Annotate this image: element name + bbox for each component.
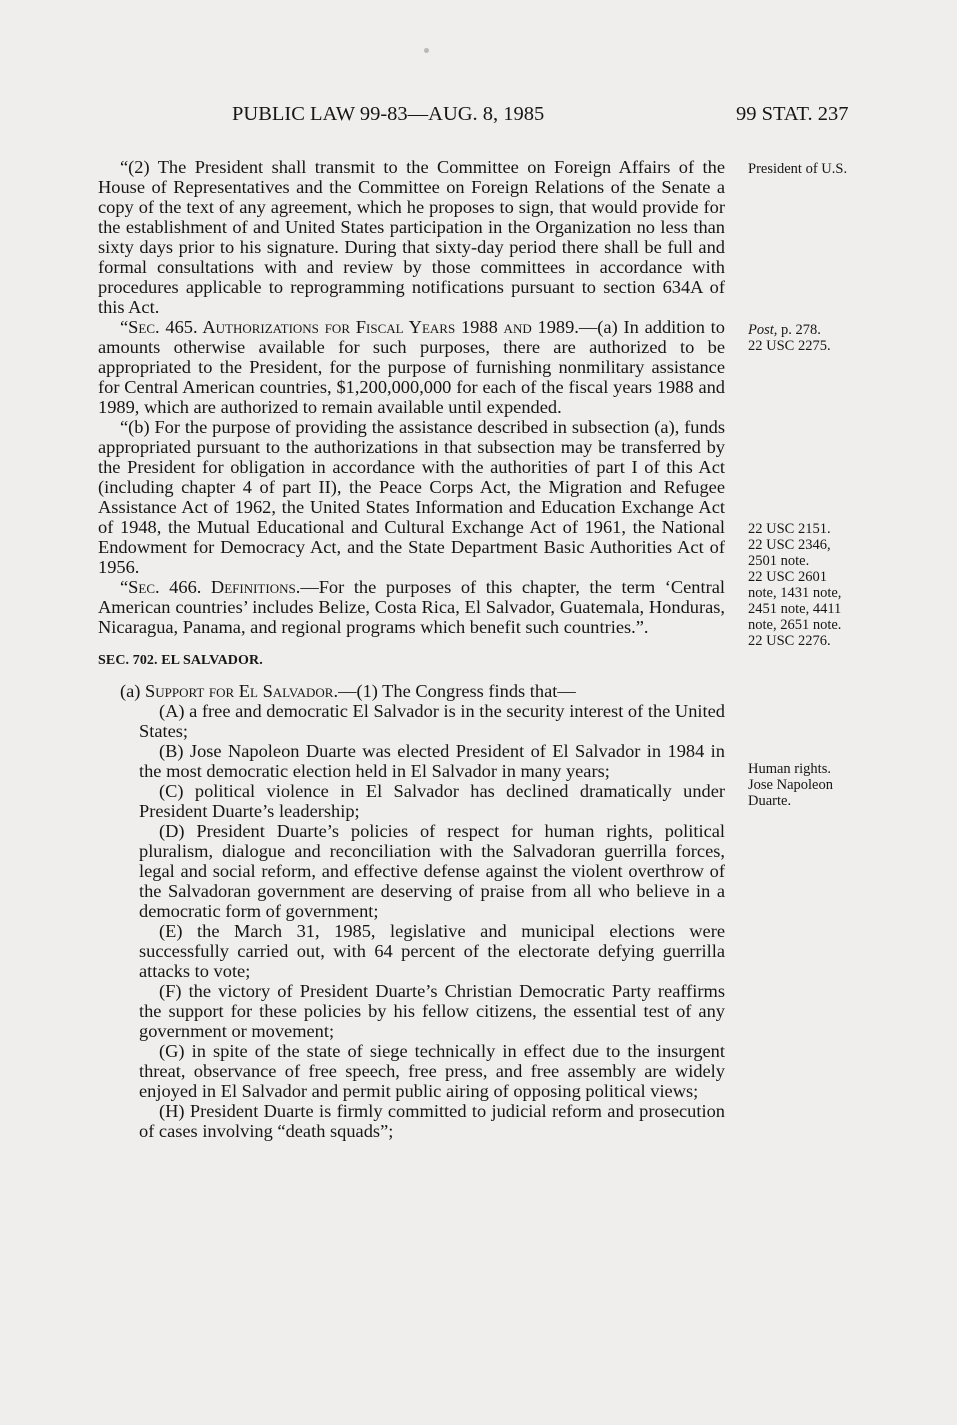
margin-note-post-page: p. 278. bbox=[777, 322, 821, 338]
paragraph-a-support bbox=[98, 681, 725, 701]
page-header bbox=[0, 103, 957, 131]
running-title: PUBLIC LAW 99-83—AUG. 8, 1985 bbox=[232, 103, 545, 125]
statute-page-number: 99 STAT. 237 bbox=[736, 103, 849, 125]
margin-note-human-rights bbox=[748, 761, 833, 809]
subsection-a-text: —(1) The Congress finds that— bbox=[338, 681, 576, 701]
margin-note-president bbox=[748, 161, 847, 177]
main-text bbox=[98, 157, 725, 1141]
paragraph-sec-466 bbox=[98, 577, 725, 637]
finding-a: (A) a free and democratic El Salvador is in the security interest of the United States; bbox=[139, 701, 725, 741]
sec-466-heading: “Sec. 466. Definitions. bbox=[120, 577, 301, 597]
margin-note-post bbox=[748, 322, 831, 354]
finding-f: (F) the victory of President Duarte’s Christian Democratic Party reaffirms the support for these policies by his fellow citizens, the essential test of any government or movement; bbox=[139, 981, 725, 1041]
finding-e: (E) the March 31, 1985, legislative and municipal elections were successfully carried out, with 64 percent of the electorate defying guerrilla attacks to vote; bbox=[139, 921, 725, 981]
finding-c: (C) political violence in El Salvador has declined dramatically under President Duarte’s leadership; bbox=[139, 781, 725, 821]
margin-note-usc-line: 22 USC 2151. bbox=[748, 521, 831, 537]
sec-465-text: —(a) In addition to amounts otherwise available for such purposes, there are authorized to be appropriated to the President, for the purpose of furnishing nonmilitary assistance for Central American countries, $1,200,000,000 for each of the fiscal years 1988 and 1989, which are authorized to remain available until expended. bbox=[98, 317, 725, 417]
margin-note-human-rights-line: Duarte. bbox=[748, 793, 792, 809]
margin-note-usc-citations bbox=[748, 521, 841, 649]
section-702-heading: SEC. 702. EL SALVADOR. bbox=[98, 653, 263, 668]
finding-g: (G) in spite of the state of siege technically in effect due to the insurgent threat, observance of free speech, free press, and free assembly are widely enjoyed in El Salvador and permit public airing of opposing political views; bbox=[139, 1041, 725, 1101]
paragraph-sec-465 bbox=[98, 317, 725, 417]
margin-note-usc-line: 2451 note, 4411 bbox=[748, 601, 842, 617]
margin-note-post-italic: Post, bbox=[748, 322, 778, 338]
margin-note-usc-line: note, 1431 note, bbox=[748, 585, 842, 601]
subsection-a-heading: Support for El Salvador. bbox=[145, 681, 339, 701]
margin-note-usc-line: note, 2651 note. bbox=[748, 617, 842, 633]
paragraph-2-transmit: “(2) The President shall transmit to the Committee on Foreign Affairs of the House of Representatives and the Committee on Foreign Relations of the Senate a copy of the text of any agreement, which he proposes to sign, that would provide for the establishment of and United States participation in the Organization no less than sixty days prior to his signature. During that sixty-day period there shall be full and formal consultations with and review by those committees in accordance with procedures applicable to reprogramming notifications pursuant to section 634A of this Act. bbox=[98, 157, 725, 317]
margin-note-human-rights-line: Human rights. bbox=[748, 761, 831, 777]
margin-note-post-line bbox=[748, 322, 831, 338]
finding-b: (B) Jose Napoleon Duarte was elected President of El Salvador in 1984 in the most democratic election held in El Salvador in many years; bbox=[139, 741, 725, 781]
margin-note-usc-line: 22 USC 2276. bbox=[748, 633, 831, 649]
page-speck bbox=[424, 48, 429, 53]
subsection-a-label: (a) bbox=[120, 681, 146, 701]
margin-note-human-rights-line: Jose Napoleon bbox=[748, 777, 833, 793]
sec-466-text: —For the purposes of this chapter, the term ‘Central American countries’ includes Belize, Costa Rica, El Salvador, Guatemala, Honduras, Nicaragua, Panama, and regional programs which benefit such countries.”. bbox=[98, 577, 725, 637]
margin-note-usc-line: 22 USC 2346, bbox=[748, 537, 831, 553]
sec-465-heading: “Sec. 465. Authorizations for Fiscal Years 1988 and 1989. bbox=[120, 317, 579, 337]
margin-note-usc-2275: 22 USC 2275. bbox=[748, 338, 831, 354]
finding-d: (D) President Duarte’s policies of respect for human rights, political pluralism, dialogue and reconciliation with the Salvadoran guerrilla forces, legal and social reform, and effective defense against the violent overthrow of the Salvadoran government are deserving of praise from all who believe in a democratic form of government; bbox=[139, 821, 725, 921]
margin-note-usc-line: 22 USC 2601 bbox=[748, 569, 827, 585]
paragraph-b-transfer: “(b) For the purpose of providing the assistance described in subsection (a), funds appropriated pursuant to the authorizations in that subsection may be transferred by the President for obligation in accordance with the authorities of part I of this Act (including chapter 4 of part II), the Peace Corps Act, the Migration and Refugee Assistance Act of 1962, the United States Information and Education Exchange Act of 1948, the Mutual Educational and Cultural Exchange Act of 1961, the National Endowment for Democracy Act, and the State Department Basic Authorities Act of 1956. bbox=[98, 417, 725, 577]
margin-note-president-text: President of U.S. bbox=[748, 161, 848, 177]
finding-h: (H) President Duarte is firmly committed to judicial reform and prosecution of cases involving “death squads”; bbox=[139, 1101, 725, 1141]
margin-note-usc-line: 2501 note. bbox=[748, 553, 810, 569]
